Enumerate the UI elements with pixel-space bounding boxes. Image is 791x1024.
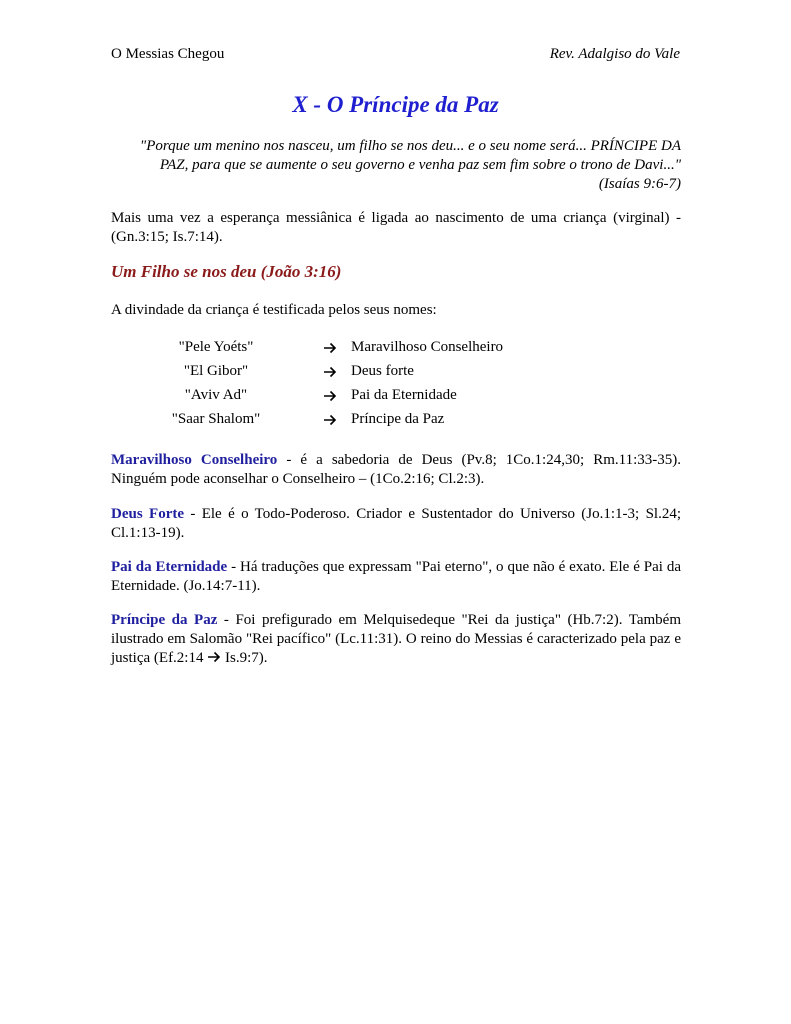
epigraph-line-2: PAZ, para que se aumente o seu governo e venha paz sem fim sobre o trono de Davi..." [159, 157, 681, 173]
header-right: Rev. Adalgiso do Vale [549, 46, 680, 62]
definition-text: - Ele é o Todo-Poderoso. Criador e Sustentador do Universo (Jo.1:1-3; Sl.24; Cl.1:13-19). [111, 506, 681, 541]
name-meaning: Pai da Eternidade [351, 387, 457, 403]
definition-text: - Foi prefigurado em Melquisedeque "Rei da justiça" (Hb.7:2). Também ilustrado em Salomão "Rei pacífico" (Lc.11:31). O reino do Messias é caracterizado pela paz e justiça (Ef.2:14 [111, 612, 681, 666]
definition-text-after: Is.9:7). [221, 650, 268, 666]
name-meaning: Deus forte [351, 363, 414, 379]
definition-text: - é a sabedoria de Deus (Pv.8; 1Co.1:24,30; Rm.11:33-35). Ninguém pode aconselhar o Conselheiro – (1Co.2:16; Cl.2:3). [111, 452, 681, 487]
name-row [111, 387, 681, 411]
name-row [111, 339, 681, 363]
arrow-right-icon [323, 411, 337, 430]
hebrew-name: "Saar Shalom" [171, 411, 261, 427]
header-left: O Messias Chegou [111, 46, 225, 62]
definition-text: - Há traduções que expressam "Pai eterno", o que não é exato. Ele é Pai da Eternidade. (Jo.14:7-11). [111, 559, 682, 594]
intro-paragraph: Mais uma vez a esperança messiânica é ligada ao nascimento de uma criança (virginal) - (Gn.3:15; Is.7:14). [111, 210, 681, 245]
name-row [111, 411, 681, 435]
arrow-right-icon [323, 387, 337, 406]
epigraph-line-1: "Porque um menino nos nasceu, um filho se nos deu... e o seu nome será... PRÍNCIPE DA [139, 138, 681, 154]
hebrew-name: "Pele Yoéts" [178, 339, 254, 355]
names-list [111, 339, 681, 435]
arrow-right-icon [323, 339, 337, 358]
arrow-right-icon [323, 363, 337, 382]
name-meaning: Maravilhoso Conselheiro [351, 339, 504, 355]
arrow-right-icon [207, 650, 221, 662]
epigraph [111, 137, 681, 194]
name-row [111, 363, 681, 387]
hebrew-name: "Aviv Ad" [184, 387, 248, 403]
section-heading: Um Filho se nos deu (João 3:16) [111, 262, 342, 281]
definition-paragraph [111, 451, 681, 489]
definition-paragraph [111, 505, 681, 543]
definition-paragraph [111, 558, 681, 596]
hebrew-name: "El Gibor" [183, 363, 249, 379]
definition-term: Maravilhoso Conselheiro [111, 452, 278, 468]
definition-term: Deus Forte [111, 506, 185, 522]
divinity-line: A divindade da criança é testificada pelos seus nomes: [111, 302, 437, 318]
page-title: X - O Príncipe da Paz [292, 92, 499, 117]
name-meaning: Príncipe da Paz [351, 411, 445, 427]
definition-paragraph [111, 611, 681, 668]
definition-term: Príncipe da Paz [111, 612, 218, 628]
definition-term: Pai da Eternidade [111, 559, 228, 575]
epigraph-reference: (Isaías 9:6-7) [598, 176, 681, 192]
